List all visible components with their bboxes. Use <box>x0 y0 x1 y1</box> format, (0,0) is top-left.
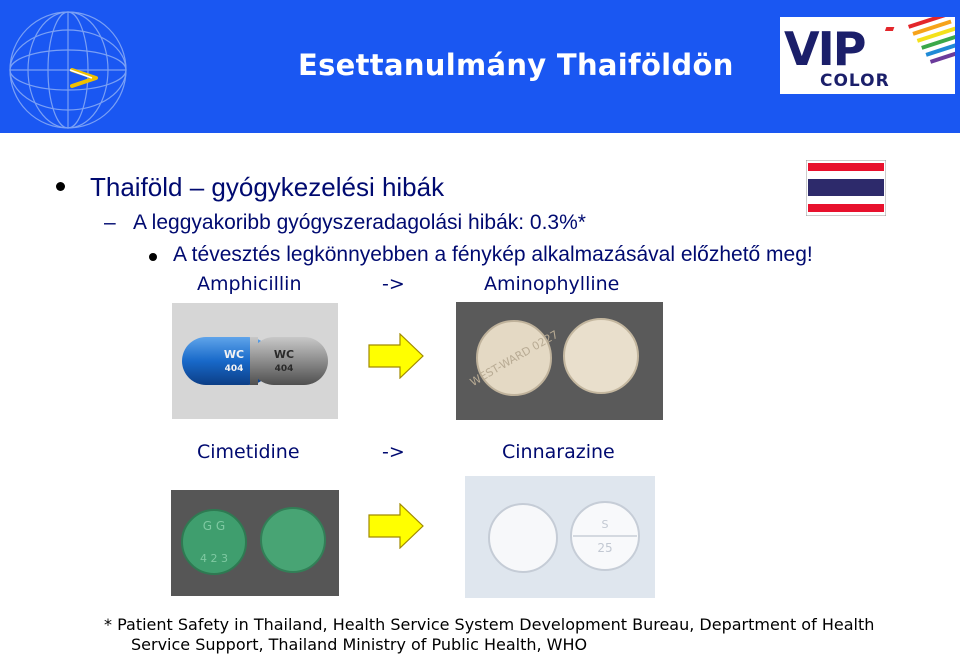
svg-text:VIP: VIP <box>784 22 865 76</box>
cimetidine-tablet-photo <box>171 490 339 596</box>
bullet-dot <box>56 182 65 191</box>
svg-text:4 2 3: 4 2 3 <box>200 552 228 565</box>
svg-text:COLOR: COLOR <box>820 71 890 91</box>
arrow-text: -> <box>382 273 405 295</box>
footnote-line2: Service Support, Thailand Ministry of Public Health, WHO <box>131 635 588 654</box>
aminophylline-tablet-photo <box>456 302 663 420</box>
drug-label-to: Cinnarazine <box>502 441 615 463</box>
svg-text:WC: WC <box>273 348 295 361</box>
thailand-flag-icon <box>806 160 886 216</box>
footnote-line1: * Patient Safety in Thailand, Health Service System Development Bureau, Department of Health <box>104 615 875 634</box>
page-title: Esettanulmány Thaiföldön <box>298 48 734 82</box>
right-block-arrow-icon <box>368 333 424 379</box>
bullet-level2: A leggyakoribb gyógyszeradagolási hibák: 0.3%* <box>133 211 586 234</box>
bullet-level1: Thaiföld – gyógykezelési hibák <box>90 172 445 202</box>
bullet-dot <box>149 253 157 261</box>
slide-header <box>0 0 960 133</box>
svg-text:25: 25 <box>597 541 613 555</box>
globe-arrow-icon <box>4 8 132 133</box>
drug-label-from: Cimetidine <box>197 441 300 463</box>
drug-label-from: Amphicillin <box>197 273 302 295</box>
bullet-dash: – <box>104 211 116 234</box>
right-block-arrow-icon <box>368 503 424 549</box>
svg-text:404: 404 <box>274 364 294 374</box>
vip-color-logo <box>780 17 955 94</box>
svg-text:S: S <box>601 518 609 531</box>
svg-text:WC: WC <box>223 348 245 361</box>
svg-text:404: 404 <box>224 364 244 374</box>
svg-text:WEST-WARD 0227: WEST-WARD 0227 <box>467 327 561 389</box>
bullet-level3: A tévesztés legkönnyebben a fénykép alkalmazásával előzhető meg! <box>173 243 813 266</box>
arrow-text: -> <box>382 441 405 463</box>
cinnarazine-tablet-photo <box>465 476 655 598</box>
drug-label-to: Aminophylline <box>484 273 620 295</box>
amphicillin-capsule-photo <box>172 303 338 419</box>
svg-text:G G: G G <box>202 519 226 533</box>
